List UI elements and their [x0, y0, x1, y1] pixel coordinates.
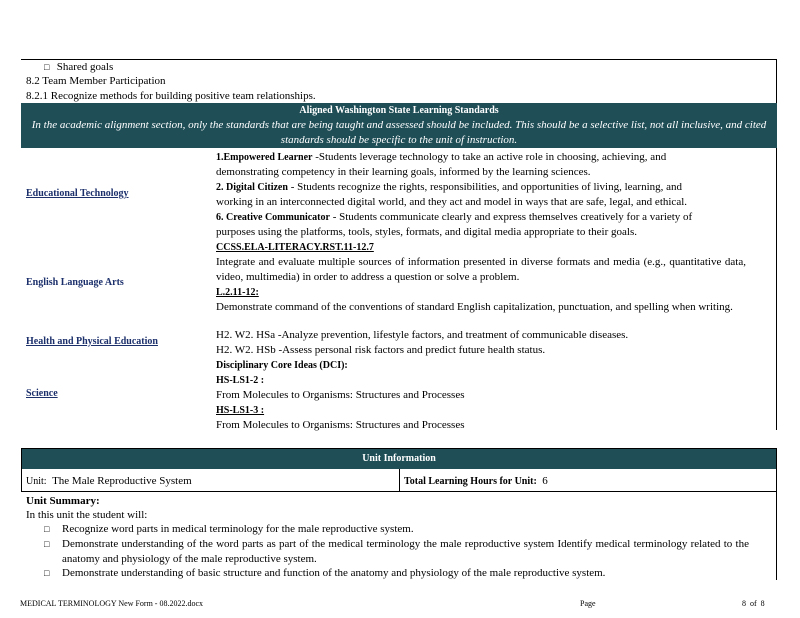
unit-name-cell: Unit: The Male Reproductive System	[26, 475, 192, 487]
objective-1: □ Recognize word parts in medical terminology for the male reproductive system.	[44, 523, 414, 535]
right-border-top	[776, 59, 777, 103]
ed-tech-s6: 6. Creative Communicator - Students communicate clearly and express themselves creatively for a variety of	[216, 211, 693, 223]
ed-tech-standards	[216, 150, 746, 240]
subject-ed-tech: Educational Technology	[26, 188, 129, 199]
square-bullet-icon: □	[44, 539, 50, 549]
unit-divider	[399, 469, 400, 492]
subject-ela: English Language Arts	[26, 277, 124, 288]
science-text-2: From Molecules to Organisms: Structures and Processes	[216, 419, 465, 431]
ed-tech-s6-cont: purposes using the platforms, tools, styles, formats, and digital media appropriate to their goals.	[216, 226, 637, 238]
alignment-title: Aligned Washington State Learning Standards	[299, 105, 499, 116]
science-dci: Disciplinary Core Ideas (DCI):	[216, 360, 348, 371]
footer-filename: MEDICAL TERMINOLOGY New Form - 08.2022.docx	[20, 599, 204, 608]
unit-right-border	[776, 448, 777, 580]
ed-tech-s1-cont: demonstrating competency in their learning goals, informed by the learning sciences.	[216, 166, 591, 178]
goal-item: □ Shared goals	[44, 61, 114, 73]
science-standards	[216, 358, 746, 433]
square-bullet-icon: □	[44, 568, 50, 578]
science-text-1: From Molecules to Organisms: Structures and Processes	[216, 389, 465, 401]
science-code-1: HS-LS1-2 :	[216, 375, 265, 386]
subject-science: Science	[26, 388, 58, 399]
section-heading: 8.2 Team Member Participation	[26, 75, 166, 87]
health-line-1: H2. W2. HSa -Analyze prevention, lifestyle factors, and treatment of communicable diseases.	[216, 329, 629, 341]
square-bullet-icon: □	[44, 62, 50, 72]
ela-standards	[216, 240, 746, 315]
alignment-header	[21, 103, 777, 148]
unit-left-border	[21, 448, 22, 492]
ela-text-2: Demonstrate command of the conventions of standard English capitalization, punctuation, and spelling when writing.	[216, 301, 733, 313]
unit-row-border	[21, 491, 777, 492]
objective-3: □ Demonstrate understanding of basic structure and function of the anatomy and physiology of the male reproductive system.	[44, 567, 606, 579]
right-border-alignment	[776, 148, 777, 430]
square-bullet-icon: □	[44, 524, 50, 534]
subsection-text: 8.2.1 Recognize methods for building positive team relationships.	[26, 90, 316, 102]
summary-intro: In this unit the student will:	[26, 509, 148, 521]
footer-page-count: 8 of 8	[742, 599, 765, 608]
footer-page-label: Page	[580, 599, 596, 608]
ed-tech-s1: 1.Empowered Learner -Students leverage technology to take an active role in choosing, achieving, and	[216, 151, 667, 163]
ela-code-1: CCSS.ELA-LITERACY.RST.11-12.7	[216, 242, 374, 253]
health-standards	[216, 328, 746, 358]
summary-label: Unit Summary:	[26, 495, 100, 507]
alignment-note: In the academic alignment section, only the standards that are being taught and assessed should be included. This should be a selective list, not all inclusive, and cited standards should be specific to the unit of instruction.	[31, 119, 767, 146]
subject-health-pe: Health and Physical Education	[26, 336, 158, 347]
top-border	[21, 59, 777, 60]
health-line-2: H2. W2. HSb -Assess personal risk factors and predict future health status.	[216, 344, 546, 356]
unit-info-title: Unit Information	[362, 453, 436, 464]
hours-cell: Total Learning Hours for Unit: 6	[404, 475, 548, 487]
unit-info-header	[21, 449, 777, 469]
ela-text-1: Integrate and evaluate multiple sources of information presented in diverse formats and media (e.g., quantitative data, video, multimedia) in order to address a question or solve a problem.	[216, 256, 746, 283]
ed-tech-s2-cont: working in an interconnected digital world, and they act and model in ways that are safe, legal, and ethical.	[216, 196, 688, 208]
objective-2: □ Demonstrate understanding of the word parts as part of the medical terminology the male reproductive system Identify medical terminology related to the anatomy and physiology of the male reproductive system.	[44, 538, 749, 565]
science-code-2: HS-LS1-3 :	[216, 405, 265, 416]
ed-tech-s2: 2. Digital Citizen - Students recognize the rights, responsibilities, and opportunities of living, learning, and	[216, 181, 683, 193]
ela-code-2: L.2.11-12:	[216, 287, 259, 298]
